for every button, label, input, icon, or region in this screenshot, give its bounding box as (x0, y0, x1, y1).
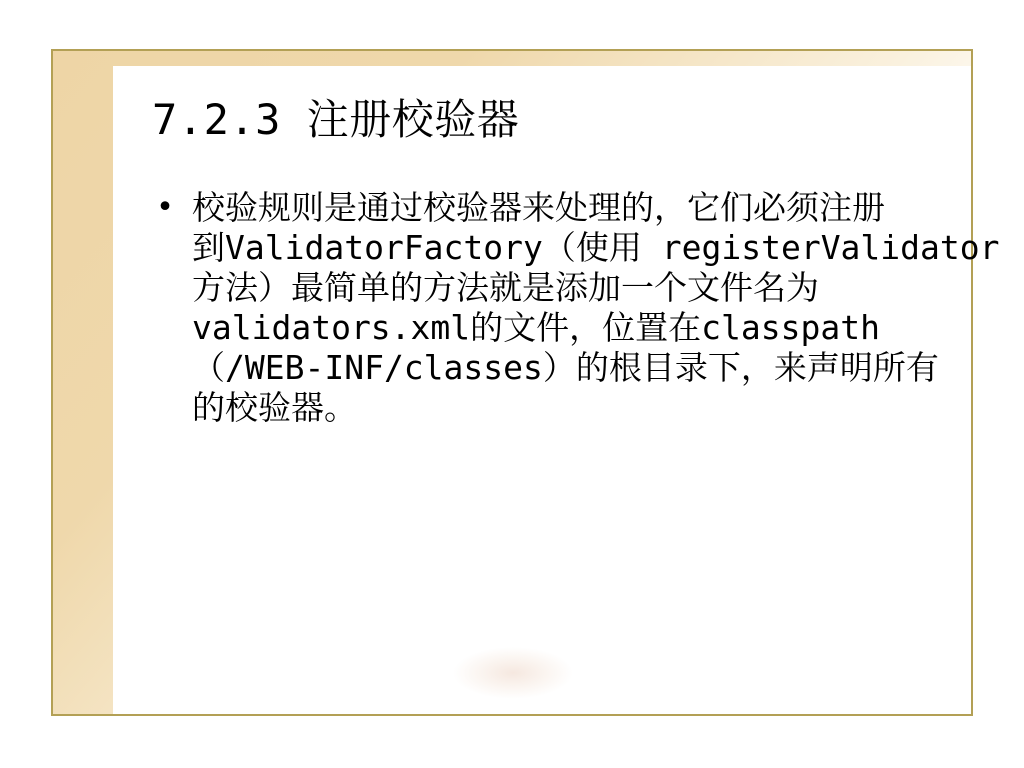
bullet-line: （/WEB-INF/classes）的根目录下，来声明所有 (192, 348, 939, 387)
bullet-line: 的校验器。 (192, 388, 357, 427)
slide-title: 7.2.3 注册校验器 (152, 95, 520, 144)
bullet-line: 校验规则是通过校验器来处理的，它们必须注册 (192, 188, 885, 227)
slide (51, 49, 1000, 716)
bullet-line: validators.xml的文件，位置在classpath (192, 308, 880, 347)
bullet-line: 到ValidatorFactory（使用 registerValidator (192, 228, 1000, 267)
bullet-item (156, 188, 1000, 428)
bullet-text (192, 188, 1000, 428)
bullet-marker: • (156, 190, 175, 225)
bullet-line: 方法）最简单的方法就是添加一个文件名为 (192, 268, 819, 307)
